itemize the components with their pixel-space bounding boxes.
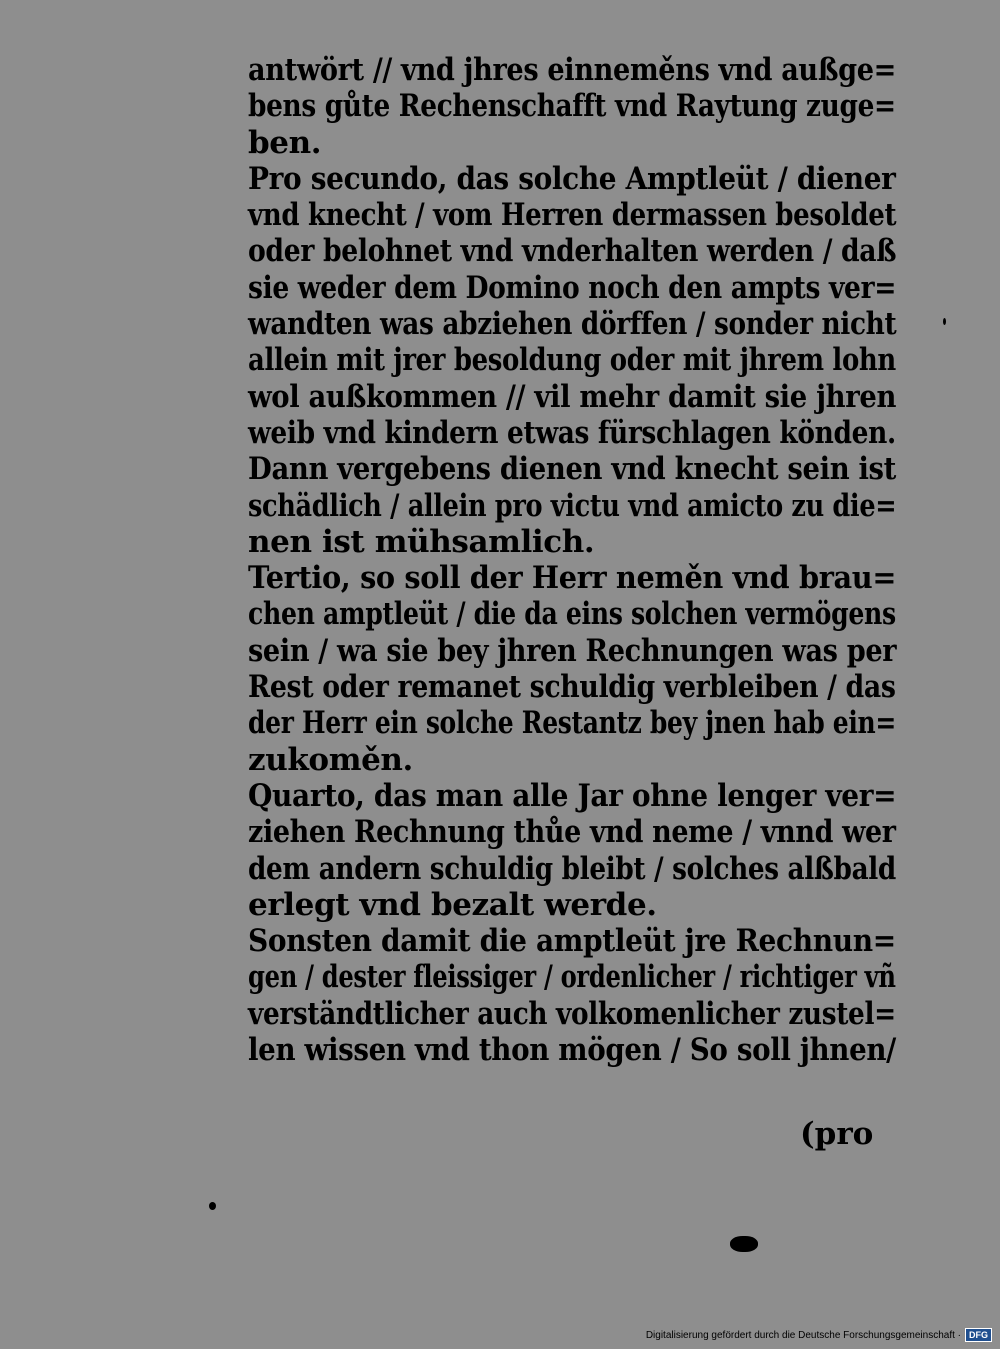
ink-speck bbox=[730, 1236, 758, 1252]
text-line: gen / dester fleissiger / ordenlicher / richtiger vñ bbox=[248, 959, 896, 996]
text-line: sein / wa sie bey jhren Rechnungen was per bbox=[248, 632, 897, 669]
text-line: schädlich / allein pro victu vnd amicto zu die= bbox=[248, 487, 897, 524]
text-line: bens gůte Rechenschafft vnd Raytung zuge= bbox=[248, 88, 896, 125]
text-line: zukoměn. bbox=[248, 741, 413, 778]
text-line: sie weder dem Domino noch den ampts ver= bbox=[248, 269, 897, 306]
text-line: Quarto, das man alle Jar ohne lenger ver= bbox=[248, 777, 897, 814]
text-line: verständtlicher auch volkomenlicher zustel= bbox=[248, 995, 896, 1032]
text-line: ziehen Rechnung thůe vnd neme / vnnd wer bbox=[248, 814, 896, 851]
footer-credit bbox=[646, 1325, 992, 1345]
text-line: dem andern schuldig bleibt / solches alßbald bbox=[248, 850, 896, 887]
text-line: antwört // vnd jhres einneměns vnd außge= bbox=[248, 52, 897, 88]
text-line: Tertio, so soll der Herr neměn vnd brau= bbox=[248, 560, 897, 597]
text-line: ben. bbox=[248, 124, 322, 161]
ink-speck bbox=[209, 1202, 216, 1210]
ink-speck bbox=[943, 318, 946, 325]
text-line: allein mit jrer besoldung oder mit jhrem lohn bbox=[248, 342, 896, 379]
catchword: (pro bbox=[800, 1116, 874, 1152]
text-line: nen ist mühsamlich. bbox=[248, 523, 595, 560]
text-line: Pro secundo, das solche Amptleüt / diener bbox=[248, 160, 896, 197]
text-line: erlegt vnd bezalt werde. bbox=[248, 886, 657, 923]
text-line: len wissen vnd thon mögen / So soll jhnen/ bbox=[248, 1032, 896, 1069]
text-line: Dann vergebens dienen vnd knecht sein ist bbox=[248, 451, 896, 488]
text-line: wandten was abziehen dörffen / sonder nicht bbox=[248, 306, 897, 343]
text-line: wol außkommen // vil mehr damit sie jhren bbox=[248, 378, 897, 415]
text-line: oder belohnet vnd vnderhalten werden / daß bbox=[248, 233, 897, 270]
footer-text: Digitalisierung gefördert durch die Deutsche Forschungsgemeinschaft · bbox=[645, 1329, 961, 1341]
dfg-logo: DFG bbox=[965, 1328, 992, 1342]
text-line: weib vnd kindern etwas fürschlagen könden. bbox=[248, 414, 896, 451]
page-text bbox=[248, 52, 896, 1068]
text-line: der Herr ein solche Restantz bey jnen hab ein= bbox=[248, 705, 896, 742]
text-line: vnd knecht / vom Herren dermassen besoldet bbox=[248, 197, 897, 234]
text-line: Rest oder remanet schuldig verbleiben / das bbox=[248, 669, 896, 706]
text-line: chen amptleüt / die da eins solchen vermögens bbox=[248, 596, 896, 633]
text-line: Sonsten damit die amptleüt jre Rechnun= bbox=[248, 923, 896, 960]
